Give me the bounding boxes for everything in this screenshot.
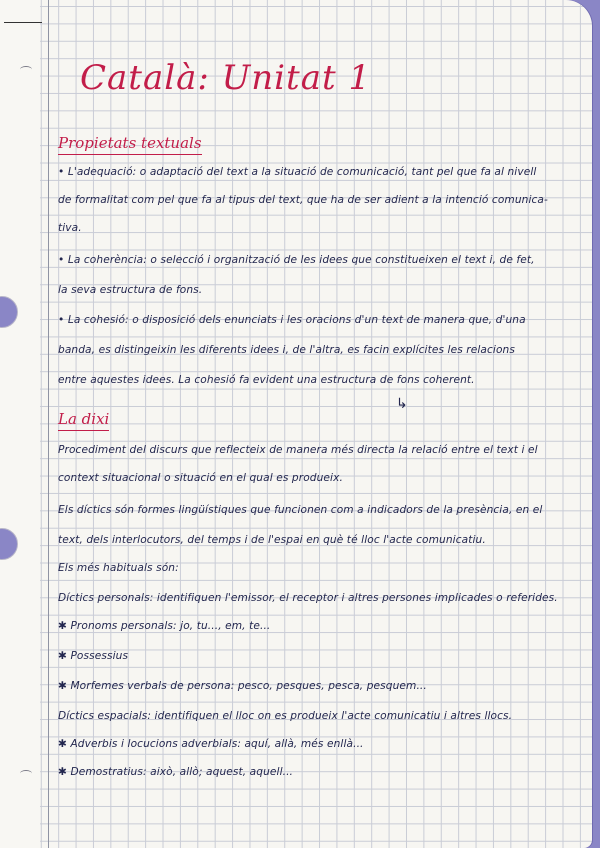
page-title: Català: Unitat 1 — [80, 58, 372, 98]
note-line: Díctics personals: identifiquen l'emissor, el receptor i altres persones implicades o referides. — [58, 592, 558, 604]
binder-hole — [0, 528, 18, 560]
note-line: • L'adequació: o adaptació del text a la situació de comunicació, tant pel que fa al nivell — [58, 166, 537, 178]
note-line: ✱ Possessius — [58, 650, 129, 662]
margin-line — [48, 0, 49, 848]
section-heading-propietats: Propietats textuals — [58, 134, 202, 152]
note-line: Els més habituals són: — [58, 562, 179, 574]
note-line: Procediment del discurs que reflecteix de manera més directa la relació entre el text i el — [58, 444, 538, 456]
page-nick — [20, 66, 32, 73]
note-line: de formalitat com pel que fa al tipus del text, que ha de ser adient a la intenció comunica- — [58, 194, 548, 206]
note-line: text, dels interlocutors, del temps i de l'espai en què té lloc l'acte comunicatiu. — [58, 534, 486, 546]
note-line: ✱ Demostratius: això, allò; aquest, aquell... — [58, 766, 294, 778]
note-line: • La cohesió: o disposició dels enunciats i les oracions d'un text de manera que, d'una — [58, 314, 526, 326]
note-line: banda, es distingeixin les diferents idees i, de l'altra, es facin explícites les relacions — [58, 344, 515, 356]
top-mark — [4, 22, 42, 23]
note-line: entre aquestes idees. La cohesió fa evident una estructura de fons coherent. — [58, 374, 475, 386]
note-line: ✱ Morfemes verbals de persona: pesco, pesques, pesca, pesquem... — [58, 680, 427, 692]
note-line: context situacional o situació en el qual es produeix. — [58, 472, 343, 484]
note-line: tiva. — [58, 222, 82, 234]
section-heading-dixi: La dixi — [58, 410, 109, 428]
note-line: la seva estructura de fons. — [58, 284, 203, 296]
note-line: • La coherència: o selecció i organització de les idees que constitueixen el text i, de fet, — [58, 254, 535, 266]
page-nick — [20, 770, 32, 777]
binder-hole — [0, 296, 18, 328]
note-line: ✱ Adverbis i locucions adverbials: aquí, allà, més enllà... — [58, 738, 364, 750]
note-line: ✱ Pronoms personals: jo, tu..., em, te... — [58, 620, 271, 632]
note-line: Els díctics són formes lingüístiques que funcionen com a indicadors de la presència, en el — [58, 504, 543, 516]
note-line: Díctics espacials: identifiquen el lloc on es produeix l'acte comunicatiu i altres llocs. — [58, 710, 513, 722]
continuation-arrow: ↳ — [396, 396, 408, 412]
